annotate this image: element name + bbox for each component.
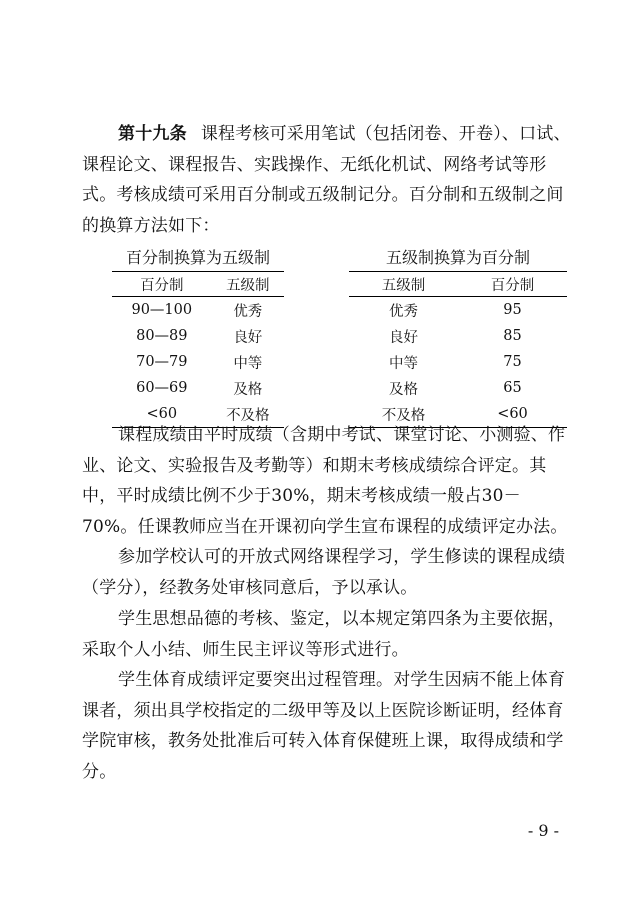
- table-header-row: [349, 272, 567, 297]
- table-row: [349, 375, 567, 401]
- table-cell: 80—89: [136, 328, 188, 344]
- table-row: [349, 297, 567, 324]
- article-body: 课程考核可采用笔试（包括闭卷、开卷）、口试、课程论文、课程报告、实践操作、无纸化机试、网络考试等形式。考核成绩可采用百分制或五级制记分。百分制和五级制之间的换算方法如下：: [82, 124, 571, 236]
- table-cell: 及格: [233, 381, 263, 398]
- table-cell: 不及格: [212, 401, 284, 428]
- body-paragraph: 参加学校认可的开放式网络课程学习，学生修读的课程成绩（学分），经教务处审核同意后，予以承认。: [82, 547, 566, 598]
- table-row: [112, 349, 284, 375]
- table-cell: 良好: [389, 329, 418, 346]
- table-row: [112, 297, 284, 324]
- table-cell: 70—79: [136, 354, 188, 370]
- score-to-grade-table: [112, 245, 284, 428]
- column-header: 百分制: [458, 272, 567, 297]
- body-paragraph: 学生思想品德的考核、鉴定，以本规定第四条为主要依据，采取个人小结、师生民主评议等形式进行。: [82, 609, 566, 660]
- column-header: 五级制: [349, 272, 458, 297]
- article-paragraph: [82, 119, 572, 241]
- article-heading: 第十九条: [118, 124, 187, 144]
- grade-to-score-table: [349, 245, 567, 428]
- table-cell: 95: [503, 302, 522, 318]
- table-cell: 优秀: [233, 303, 263, 320]
- page-number: - 9 -: [527, 821, 559, 840]
- table-cell: 75: [503, 354, 522, 370]
- table-cell: <60: [458, 401, 567, 428]
- table-row: [112, 323, 284, 349]
- table-row: [112, 375, 284, 401]
- table-cell: 良好: [233, 329, 263, 346]
- table-cell: 中等: [389, 355, 418, 372]
- table-row: [349, 349, 567, 375]
- table-cell: 中等: [233, 355, 263, 372]
- table-cell: 85: [503, 328, 522, 344]
- column-header: 百分制: [112, 272, 212, 297]
- column-header: 五级制: [212, 272, 284, 297]
- table-cell: <60: [112, 401, 212, 428]
- table-cell: 60—69: [136, 380, 188, 396]
- body-paragraph: 学生体育成绩评定要突出过程管理。对学生因病不能上体育课者，须出具学校指定的二级甲等及以上医院诊断证明，经体育学院审核，教务处批准后可转入体育保健班上课，取得成绩和学分。: [82, 670, 566, 782]
- grade-to-score-caption: 五级制换算为百分制: [349, 245, 567, 272]
- body-paragraph: 课程成绩由平时成绩（含期中考试、课堂讨论、小测验、作业、论文、实验报告及考勤等）和期末考核成绩综合评定。其中，平时成绩比例不少于30%，期末考核成绩一般占30－70%。任课教师应当在开课初向学生宣布课程的成绩评定办法。: [82, 425, 568, 537]
- table-row: [349, 323, 567, 349]
- table-cell: 及格: [389, 381, 418, 398]
- table-cell: 优秀: [389, 303, 418, 320]
- table-cell: 不及格: [349, 401, 458, 428]
- table-header-row: [112, 272, 284, 297]
- table-cell: 65: [503, 380, 522, 396]
- table-cell: 90—100: [131, 302, 193, 318]
- score-to-grade-caption: 百分制换算为五级制: [112, 245, 284, 272]
